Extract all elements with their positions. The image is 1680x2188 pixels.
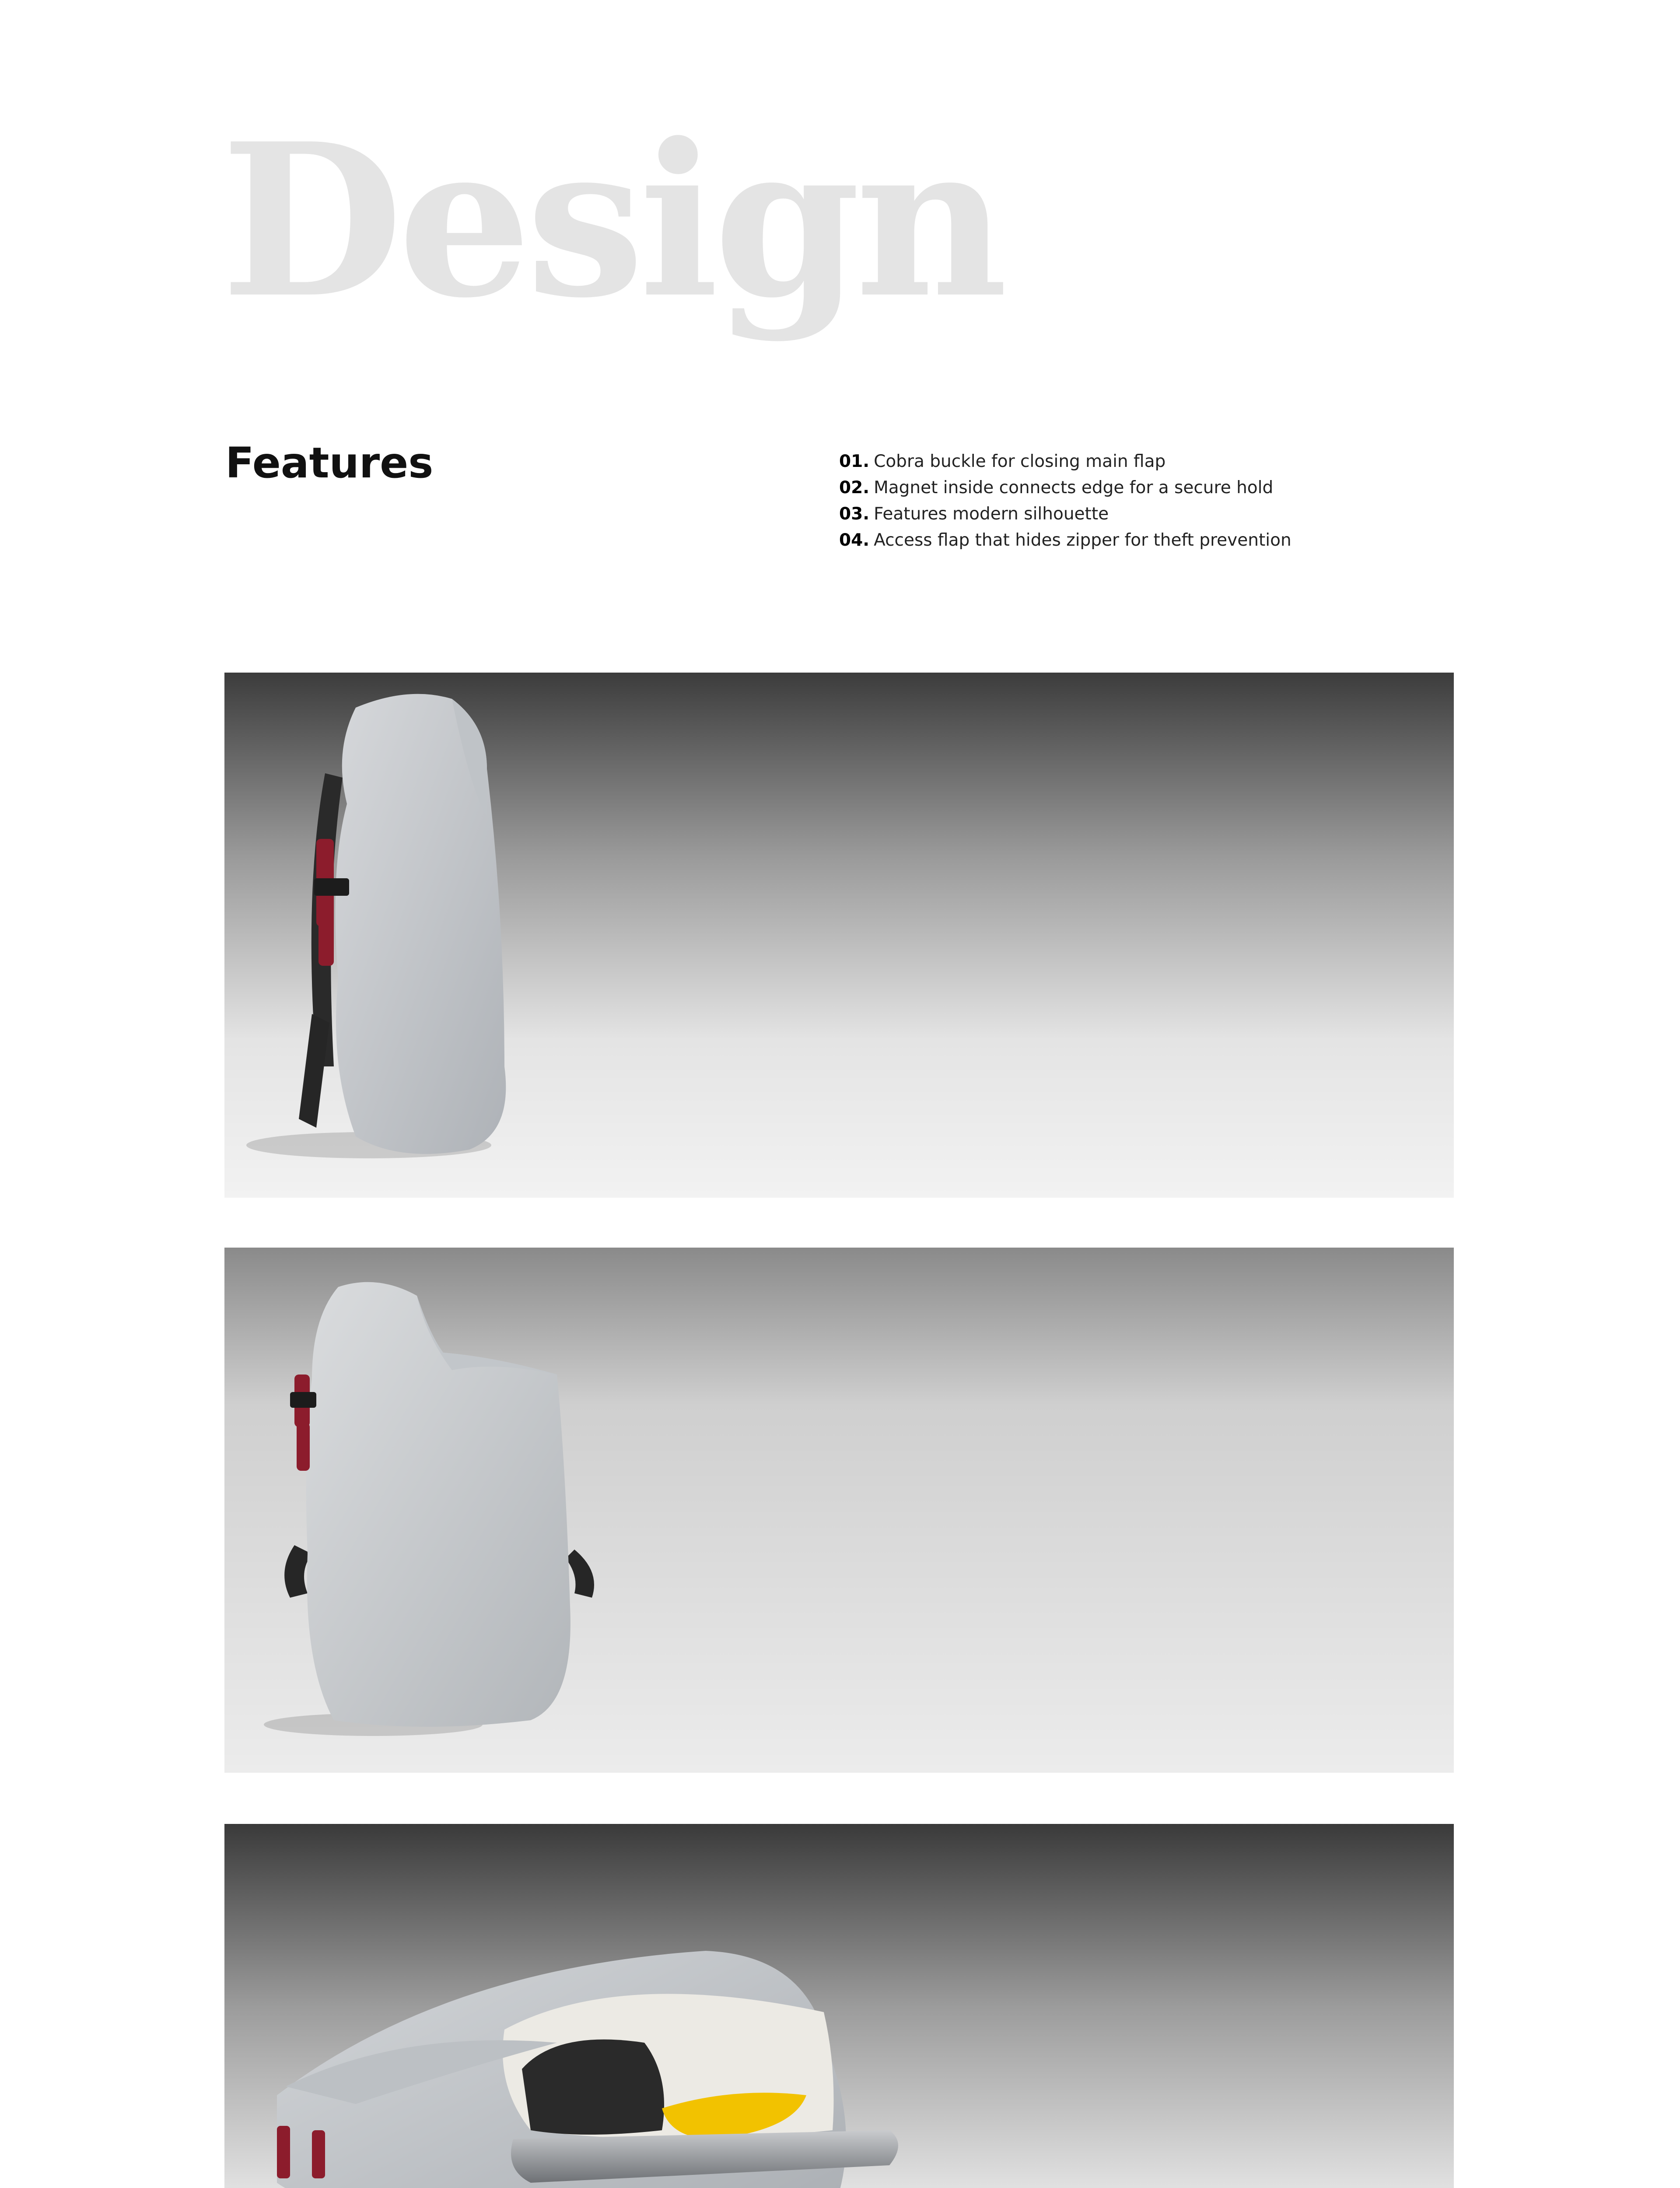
backpack-photo-three-quarter (224, 1248, 1454, 1773)
backpack-photo-side (224, 673, 1454, 1198)
page-title: Design (221, 98, 1003, 344)
feature-text: Features modern silhouette (874, 504, 1109, 524)
feature-number: 03. (839, 504, 870, 524)
feature-text: Access flap that hides zipper for theft prevention (874, 530, 1292, 550)
feature-item (839, 501, 1292, 527)
backpack-photo-open-laptop (224, 1824, 1454, 2188)
feature-item (839, 475, 1292, 501)
feature-text: Cobra buckle for closing main flap (874, 452, 1166, 471)
feature-number: 02. (839, 478, 870, 498)
features-heading: Features (225, 438, 434, 487)
feature-text: Magnet inside connects edge for a secure hold (874, 478, 1274, 498)
feature-number: 04. (839, 530, 870, 550)
feature-number: 01. (839, 452, 870, 471)
feature-item (839, 527, 1292, 554)
feature-item (839, 449, 1292, 475)
features-list (839, 449, 1292, 554)
